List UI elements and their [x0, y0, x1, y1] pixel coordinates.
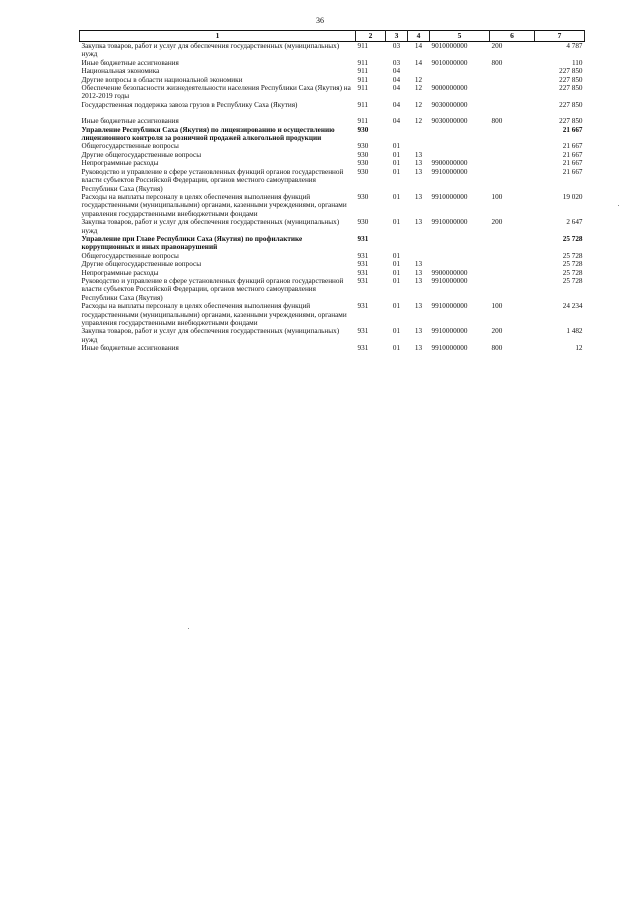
page-number: 36: [316, 16, 324, 25]
column-header: 4: [408, 31, 430, 42]
scan-speck: [188, 628, 189, 629]
table-row: [80, 59, 585, 67]
row-c2-cell: 930: [357, 150, 369, 159]
row-c6-cell: [490, 277, 535, 302]
row-c2-cell: 931: [357, 276, 369, 285]
row-c4-cell: [408, 142, 430, 150]
row-c5-cell: 9000000000: [431, 84, 468, 93]
row-c6-cell: 200: [491, 42, 503, 50]
row-c7-cell: 227 850: [559, 117, 583, 126]
row-c4-cell: [408, 67, 430, 75]
budget-table: [79, 30, 585, 353]
row-name-cell: Руководство и управление в сфере установленных функций органов государственной власти субъектов Российской Федерации, органов местного самоуправления Республики Саха (Якутия): [81, 276, 344, 302]
row-c6-cell: [490, 159, 535, 167]
row-c7-cell: 227 850: [559, 75, 583, 84]
row-c4-cell: [408, 235, 430, 252]
row-name-cell: Непрограммные расходы: [81, 159, 159, 168]
row-c7-cell: 110: [571, 58, 583, 67]
row-c3-cell: 01: [392, 268, 401, 277]
row-c2-cell: 931: [357, 234, 369, 243]
row-name-cell: Иные бюджетные ассигнования: [81, 58, 179, 67]
row-c5-cell: 9910000000: [431, 218, 468, 227]
row-c4-cell: 13: [414, 344, 423, 353]
table-row: [80, 126, 585, 143]
table-row: [80, 260, 585, 268]
row-c7-cell: 25 728: [562, 276, 583, 285]
row-c6-cell: 800: [491, 344, 503, 353]
row-c5-cell: [430, 126, 490, 143]
row-name-cell: Руководство и управление в сфере установленных функций органов государственной власти субъектов Российской Федерации, органов местного самоуправления Республики Саха (Якутия): [81, 167, 344, 193]
row-c4-cell: 13: [414, 276, 423, 285]
row-c6-cell: [490, 269, 535, 277]
row-c7-cell: 227 850: [559, 100, 583, 109]
row-c3-cell: 03: [392, 42, 401, 50]
row-c6-cell: [490, 84, 535, 101]
row-c3-cell: 01: [392, 260, 401, 269]
row-c7-cell: 227 850: [559, 84, 583, 93]
row-c7-cell: 25 728: [562, 251, 583, 260]
table-row: [80, 302, 585, 327]
row-c3-cell: 01: [392, 142, 401, 151]
row-c6-cell: 200: [491, 327, 503, 336]
row-c5-cell: 9010000000: [431, 58, 468, 67]
row-c5-cell: [430, 260, 490, 268]
table-row: [80, 269, 585, 277]
row-c6-cell: [490, 168, 535, 193]
row-c6-cell: 200: [491, 218, 503, 227]
row-c2-cell: 911: [357, 100, 369, 109]
row-c6-cell: [490, 101, 535, 109]
row-c6-cell: [490, 260, 535, 268]
row-c3-cell: 01: [392, 150, 401, 159]
row-c2-cell: 930: [357, 167, 369, 176]
row-c7-cell: 25 728: [562, 268, 583, 277]
row-c2-cell: 930: [357, 125, 369, 134]
row-name-cell: Обеспечение безопасности жизнедеятельности населения Республики Саха (Якутия) на 2012-2019 годы: [81, 84, 351, 101]
row-name-cell: Закупка товаров, работ и услуг для обеспечения государственных (муниципальных) нужд: [81, 327, 340, 344]
row-c5-cell: [430, 76, 490, 84]
row-c4-cell: 14: [414, 42, 423, 50]
row-c4-cell: [408, 126, 430, 143]
row-c3-cell: 01: [392, 302, 401, 311]
row-c5-cell: [430, 151, 490, 159]
row-c4-cell: 14: [414, 58, 423, 67]
row-c4-cell: 13: [414, 218, 423, 227]
row-c4-cell: [408, 252, 430, 260]
row-c3-cell: 01: [392, 192, 401, 201]
row-c2-cell: 911: [357, 58, 369, 67]
row-c7-cell: 25 728: [562, 234, 583, 243]
row-name-cell: Расходы на выплаты персоналу в целях обеспечения выполнения функций государственными (муниципальными) органами, казенными учреждениями, органами управления государственными внебюджетными фондами: [81, 192, 347, 218]
row-c4-cell: 12: [414, 117, 423, 126]
column-header: 5: [430, 31, 490, 42]
row-c3-cell: 04: [392, 100, 401, 109]
row-c7-cell: 21 667: [562, 150, 583, 159]
row-c2-cell: 930: [357, 159, 369, 168]
row-c5-cell: [430, 67, 490, 75]
row-c4-cell: 13: [414, 268, 423, 277]
table-row: [80, 159, 585, 167]
row-c3-cell: 04: [392, 84, 401, 93]
row-c6-cell: [490, 235, 535, 252]
table-row: [80, 76, 585, 84]
table-row: [80, 142, 585, 150]
row-c2-cell: 931: [357, 327, 369, 336]
row-c2-cell: 911: [357, 117, 369, 126]
table-row: [80, 151, 585, 159]
row-c2-cell: 931: [357, 268, 369, 277]
row-c7-cell: 21 667: [562, 142, 583, 151]
row-c6-cell: [490, 252, 535, 260]
row-name-cell: Закупка товаров, работ и услуг для обеспечения государственных (муниципальных) нужд: [81, 218, 340, 235]
row-c3-cell: 01: [392, 167, 401, 176]
row-name-cell: Иные бюджетные ассигнования: [81, 117, 179, 126]
row-c5-cell: 9910000000: [431, 302, 468, 311]
table-row: [80, 327, 585, 344]
row-c4-cell: 12: [414, 75, 423, 84]
row-c7-cell: 21 667: [562, 167, 583, 176]
table-row: [80, 235, 585, 252]
row-c3-cell: 03: [392, 58, 401, 67]
row-name-cell: Другие общегосударственные вопросы: [81, 260, 202, 269]
row-c2-cell: 931: [357, 260, 369, 269]
row-name-cell: Расходы на выплаты персоналу в целях обеспечения выполнения функций государственными (муниципальными) органами, казенными учреждениями, органами управления государственными внебюджетными фондами: [81, 302, 347, 327]
row-c2-cell: 930: [357, 218, 369, 227]
row-name-cell: Управление при Главе Республики Саха (Якутия) по профилактике коррупционных и иных правонарушений: [81, 234, 303, 252]
row-name-cell: Закупка товаров, работ и услуг для обеспечения государственных (муниципальных) нужд: [81, 42, 340, 59]
row-c5-cell: [430, 142, 490, 150]
row-name-cell: Общегосударственные вопросы: [81, 251, 179, 260]
column-header: 2: [356, 31, 386, 42]
row-c7-cell: 4 787: [566, 42, 583, 50]
row-c5-cell: 9010000000: [431, 42, 468, 50]
row-c6-cell: 100: [491, 192, 503, 201]
row-c6-cell: [490, 142, 535, 150]
table-row: [80, 193, 585, 218]
table-row: [80, 344, 585, 352]
row-c3-cell: [386, 126, 408, 143]
scan-speck: [618, 205, 619, 206]
table-row: [80, 84, 585, 101]
row-c3-cell: 01: [392, 159, 401, 168]
row-c7-cell: 2 647: [566, 218, 583, 227]
row-c4-cell: 12: [414, 84, 423, 93]
row-c2-cell: 931: [357, 344, 369, 353]
row-c3-cell: 04: [392, 75, 401, 84]
row-c2-cell: 911: [357, 42, 369, 50]
column-header: 6: [490, 31, 535, 42]
row-c3-cell: 04: [392, 67, 401, 76]
table-header-row: [80, 31, 585, 42]
row-c7-cell: 227 850: [559, 67, 583, 76]
row-c7-cell: 24 234: [562, 302, 583, 311]
table-row: [80, 168, 585, 193]
row-name-cell: Государственная поддержка завоза грузов в Республику Саха (Якутия): [81, 100, 298, 109]
row-c5-cell: 9900000000: [431, 268, 468, 277]
row-c7-cell: 25 728: [562, 260, 583, 269]
row-c5-cell: 9910000000: [431, 344, 468, 353]
row-c4-cell: 13: [414, 192, 423, 201]
row-c6-cell: [490, 67, 535, 75]
table-row: [80, 109, 585, 125]
table-row: [80, 67, 585, 75]
row-c4-cell: 13: [414, 302, 423, 311]
column-header: 7: [535, 31, 585, 42]
row-c5-cell: 9030000000: [431, 100, 468, 109]
row-name-cell: Национальная экономика: [81, 67, 160, 76]
row-c5-cell: 9910000000: [431, 167, 468, 176]
row-c6-cell: 100: [491, 302, 503, 311]
row-c6-cell: [490, 126, 535, 143]
row-c2-cell: 930: [357, 192, 369, 201]
row-c5-cell: 9910000000: [431, 192, 468, 201]
table-row: [80, 277, 585, 302]
row-name-cell: Другие вопросы в области национальной экономики: [81, 75, 243, 84]
row-c3-cell: 01: [392, 218, 401, 227]
table-row: [80, 252, 585, 260]
row-c6-cell: 800: [491, 58, 503, 67]
row-c5-cell: 9030000000: [431, 117, 468, 126]
row-c2-cell: 930: [357, 142, 369, 151]
row-c5-cell: 9910000000: [431, 327, 468, 336]
row-c7-cell: 21 667: [562, 125, 583, 134]
row-c6-cell: [490, 76, 535, 84]
row-c5-cell: 9900000000: [431, 159, 468, 168]
row-c3-cell: 01: [392, 344, 401, 353]
row-c5-cell: 9910000000: [431, 276, 468, 285]
table-row: [80, 101, 585, 109]
row-c7-cell: 12: [575, 344, 583, 353]
row-c5-cell: [430, 252, 490, 260]
table-body: [80, 42, 585, 353]
row-name-cell: Управление Республики Саха (Якутия) по лицензированию и осуществлению лицензионного контроля за розничной продажей алкогольной продукции: [81, 125, 335, 143]
row-name-cell: Иные бюджетные ассигнования: [81, 344, 179, 353]
row-c6-cell: [490, 151, 535, 159]
column-header: 3: [386, 31, 408, 42]
row-name-cell: Общегосударственные вопросы: [81, 142, 179, 151]
row-c7-cell: 19 020: [562, 192, 583, 201]
row-c3-cell: 04: [392, 117, 401, 126]
row-name-cell: Непрограммные расходы: [81, 268, 159, 277]
row-c4-cell: 13: [414, 327, 423, 336]
row-name-cell: Другие общегосударственные вопросы: [81, 150, 202, 159]
row-c2-cell: 911: [357, 84, 369, 93]
row-c6-cell: 800: [491, 117, 503, 126]
table-row: [80, 218, 585, 235]
row-c7-cell: 1 482: [566, 327, 583, 336]
column-header: 1: [80, 31, 356, 42]
row-c7-cell: 21 667: [562, 159, 583, 168]
row-c3-cell: 01: [392, 276, 401, 285]
row-c4-cell: 13: [414, 150, 423, 159]
row-c3-cell: 01: [392, 327, 401, 336]
row-c4-cell: 12: [414, 100, 423, 109]
row-c2-cell: 911: [357, 75, 369, 84]
row-c4-cell: 13: [414, 260, 423, 269]
row-c2-cell: 931: [357, 251, 369, 260]
row-c2-cell: 911: [357, 67, 369, 76]
row-c5-cell: [430, 235, 490, 252]
row-c4-cell: 13: [414, 159, 423, 168]
table-row: [80, 42, 585, 59]
row-c4-cell: 13: [414, 167, 423, 176]
row-c3-cell: 01: [392, 251, 401, 260]
row-c2-cell: 931: [357, 302, 369, 311]
row-c3-cell: [386, 235, 408, 252]
